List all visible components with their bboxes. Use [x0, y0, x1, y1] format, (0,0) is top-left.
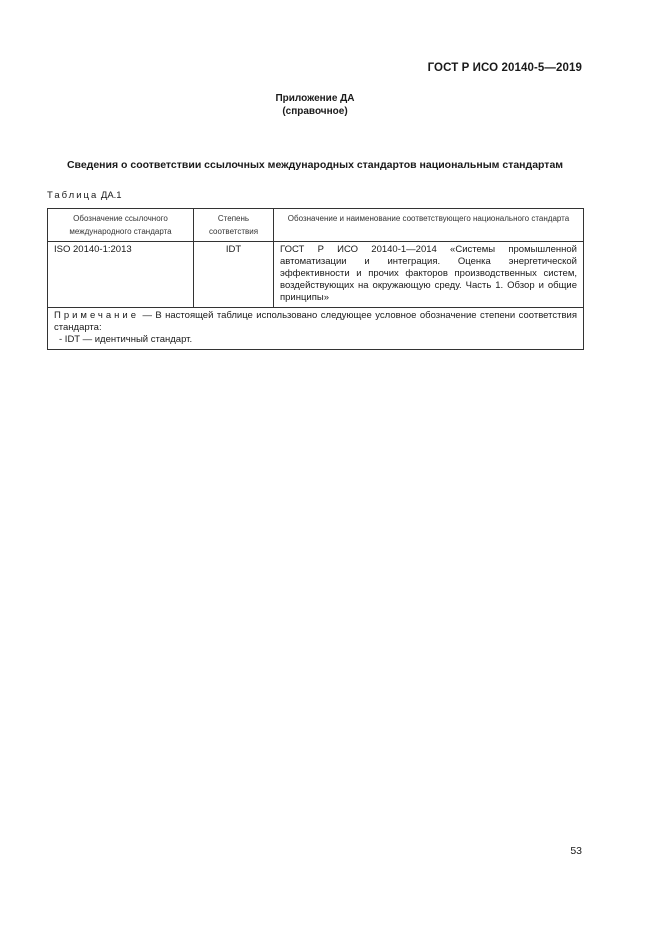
cell-iso-standard: ISO 20140-1:2013	[48, 242, 194, 308]
note-label: Примечание	[54, 310, 139, 321]
table-caption-number: ДА.1	[100, 190, 122, 201]
table-row	[48, 242, 584, 308]
correspondence-table	[47, 208, 584, 350]
note-item: - IDT — идентичный стандарт.	[59, 334, 193, 345]
note-text: — В настоящей таблице использовано следующее условное обозначение степени соответствия стандарта:	[54, 310, 577, 333]
header-iso-standard: Обозначение ссылочного международного стандарта	[48, 209, 194, 242]
annex-heading	[0, 92, 630, 118]
annex-title: Приложение ДА	[275, 93, 355, 104]
header-degree: Степень соответствия	[194, 209, 274, 242]
table-header-row	[48, 209, 584, 242]
document-code: ГОСТ Р ИСО 20140-5—2019	[427, 62, 582, 74]
table-note-row	[48, 308, 584, 350]
annex-subtitle: (справочное)	[282, 106, 348, 117]
header-national-standard: Обозначение и наименование соответствующего национального стандарта	[274, 209, 584, 242]
table-caption-word: Таблица	[47, 190, 99, 201]
table-note	[48, 308, 584, 350]
table-caption	[47, 190, 122, 201]
cell-degree: IDT	[194, 242, 274, 308]
page-number: 53	[570, 845, 582, 857]
section-title: Сведения о соответствии ссылочных международных стандартов национальным стандартам	[66, 159, 564, 171]
cell-national-standard: ГОСТ Р ИСО 20140-1—2014 «Системы промышленной автоматизации и интеграция. Оценка энергетической эффективности и прочих факторов производственных систем, воздействующих на окружающую среду. Часть 1. Обзор и общие принципы»	[274, 242, 584, 308]
